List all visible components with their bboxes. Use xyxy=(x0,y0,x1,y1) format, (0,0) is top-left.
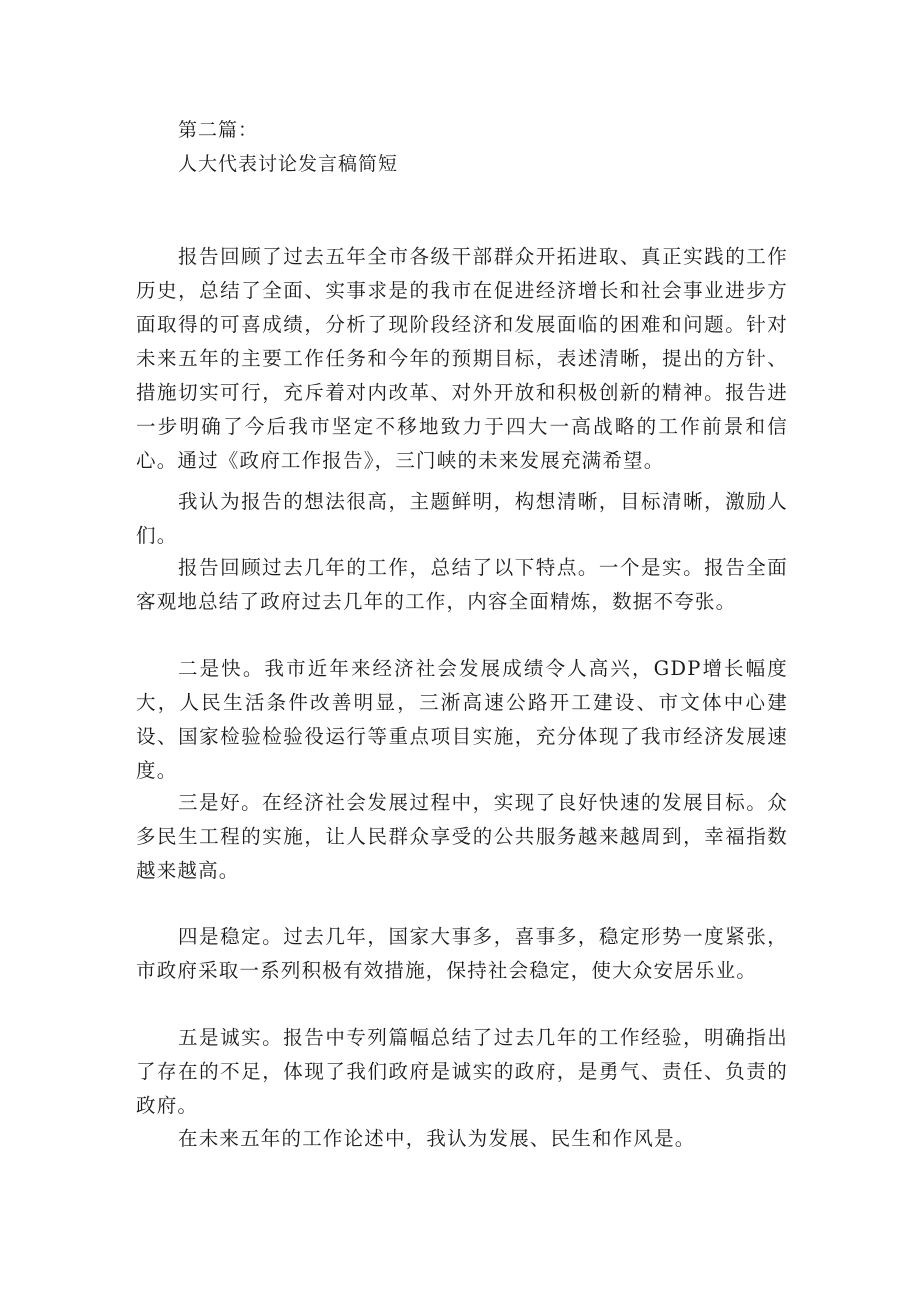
paragraph-future: 在未来五年的工作论述中，我认为发展、民生和作风是。 xyxy=(178,1127,696,1150)
paragraph-honest: 五是诚实。报告中专列篇幅总结了过去几年的工作经验，明确指出了存在的不足，体现了我们政府是诚实的政府，是勇气、责任、负责的政府。 xyxy=(136,1026,788,1117)
section-label: 第二篇： xyxy=(178,119,259,141)
paragraph-opinion: 我认为报告的想法很高，主题鲜明，构想清晰，目标清晰，激励人们。 xyxy=(136,490,788,547)
document-title: 人大代表讨论发言稿简短 xyxy=(178,153,399,175)
paragraph-report-review: 报告回顾了过去五年全市各级干部群众开拓进取、真正实践的工作历史，总结了全面、实事求是的我市在促进经济增长和社会事业进步方面取得的可喜成绩，分析了现阶段经济和发展面临的困难和问题。针对未来五年的主要工作任务和今年的预期目标，表述清晰，提出的方针、措施切实可行，充斥着对内改革、对外开放和积极创新的精神。报告进一步明确了今后我市坚定不移地致力于四大一高战略的工作前景和信心。通过《政府工作报告》，三门峡的未来发展充满希望。 xyxy=(136,245,788,472)
paragraph-features-intro: 报告回顾过去几年的工作，总结了以下特点。一个是实。报告全面客观地总结了政府过去几年的工作，内容全面精炼，数据不夸张。 xyxy=(136,556,788,613)
paragraph-good: 三是好。在经济社会发展过程中，实现了良好快速的发展目标。众多民生工程的实施，让人民群众享受的公共服务越来越周到，幸福指数越来越高。 xyxy=(136,791,788,882)
paragraph-stable: 四是稳定。过去几年，国家大事多，喜事多，稳定形势一度紧张，市政府采取一系列积极有效措施，保持社会稳定，使大众安居乐业。 xyxy=(136,925,788,982)
paragraph-fast: 二是快。我市近年来经济社会发展成绩令人高兴，GDP增长幅度大，人民生活条件改善明显，三淅高速公路开工建设、市文体中心建设、国家检验检验役运行等重点项目实施，充分体现了我市经济发展速度。 xyxy=(136,657,788,782)
